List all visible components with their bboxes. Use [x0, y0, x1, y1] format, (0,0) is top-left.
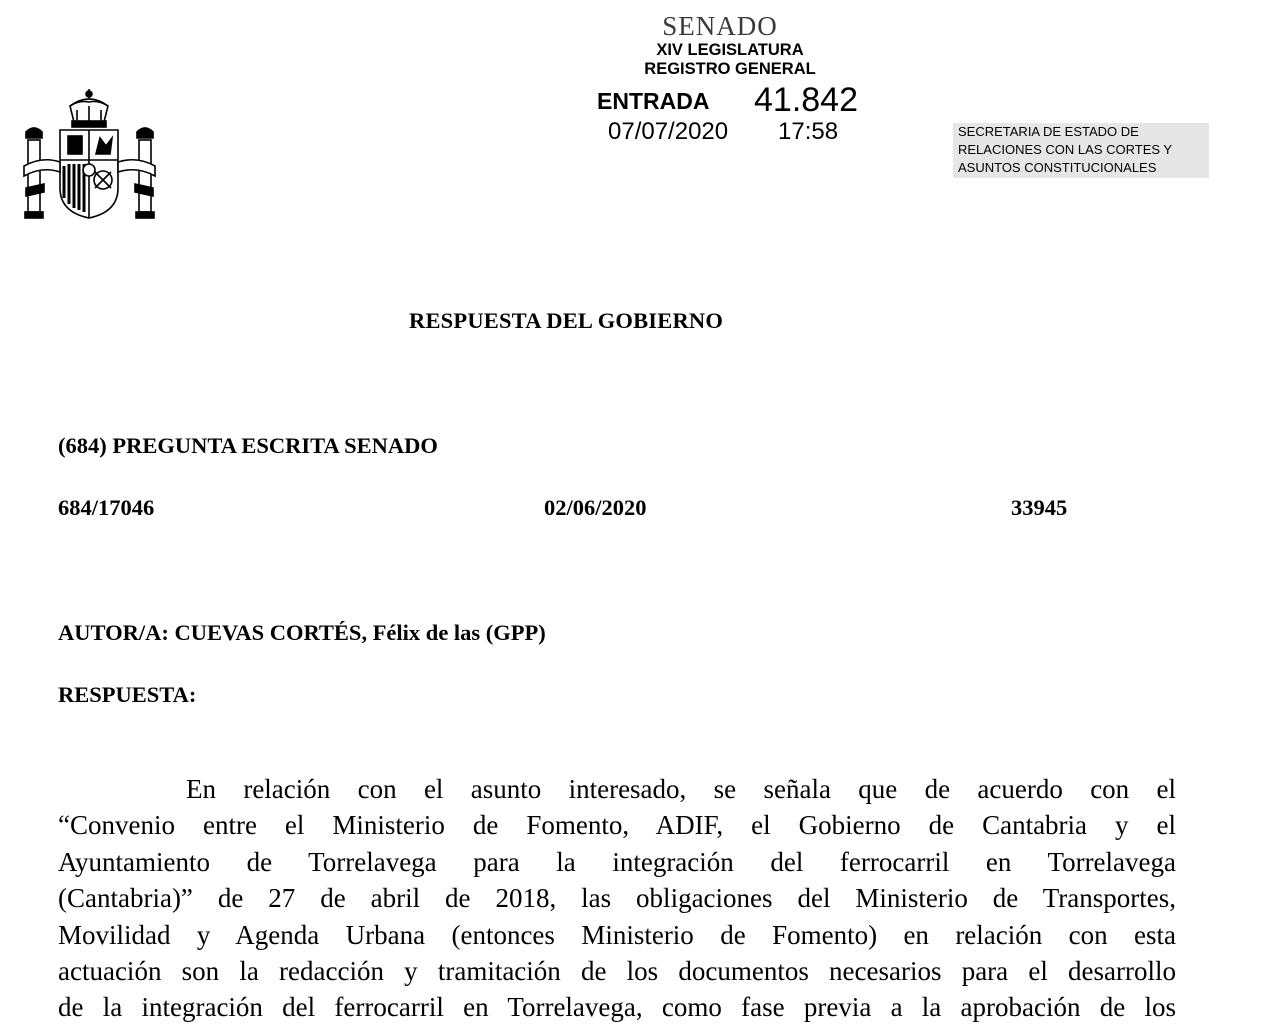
body-line: de la integración del ferrocarril en Torrelavega, como fase previa a la aprobación de los [58, 992, 1176, 1023]
stamp-entry-label: ENTRADA [597, 88, 710, 114]
question-number: 684/17046 [58, 495, 155, 520]
question-date: 02/06/2020 [544, 495, 647, 520]
body-line: Movilidad y Agenda Urbana (entonces Ministerio de Fomento) en relación con esta [58, 919, 1176, 950]
stamp-entry-number: 41.842 [754, 81, 858, 119]
stamp-registry: REGISTRO GENERAL [644, 60, 816, 78]
response-label: RESPUESTA: [58, 682, 197, 707]
stamp-time: 17:58 [778, 118, 839, 145]
body-line: “Convenio entre el Ministerio de Fomento, ADIF, el Gobierno de Cantabria y el [58, 810, 1176, 841]
body-line: (Cantabria)” de 27 de abril de 2018, las obligaciones del Ministerio de Transportes, [58, 883, 1176, 914]
secretaria-line: ASUNTOS CONSTITUCIONALES [958, 160, 1157, 175]
secretaria-line: SECRETARIA DE ESTADO DE [958, 124, 1139, 139]
coat-of-arms-logo [22, 88, 157, 223]
registry-number: 33945 [1011, 495, 1068, 520]
stamp-chamber: SENADO [662, 11, 778, 41]
stamp-legislature: XIV LEGISLATURA [656, 41, 804, 59]
body-line: En relación con el asunto interesado, se señala que de acuerdo con el [186, 774, 1176, 804]
secretaria-line: RELACIONES CON LAS CORTES Y [958, 142, 1173, 157]
question-type: (684) PREGUNTA ESCRITA SENADO [58, 433, 438, 458]
response-body-paragraph [58, 771, 1176, 1026]
document-title: RESPUESTA DEL GOBIERNO [409, 308, 724, 333]
stamp-date: 07/07/2020 [608, 118, 729, 145]
author-line: AUTOR/A: CUEVAS CORTÉS, Félix de las (GPP) [58, 620, 546, 645]
body-line: actuación son la redacción y tramitación de los documentos necesarios para el desarrollo [58, 955, 1176, 986]
secretaria-header-box [953, 123, 1209, 178]
body-line: Ayuntamiento de Torrelavega para la integración del ferrocarril en Torrelavega [58, 846, 1176, 877]
